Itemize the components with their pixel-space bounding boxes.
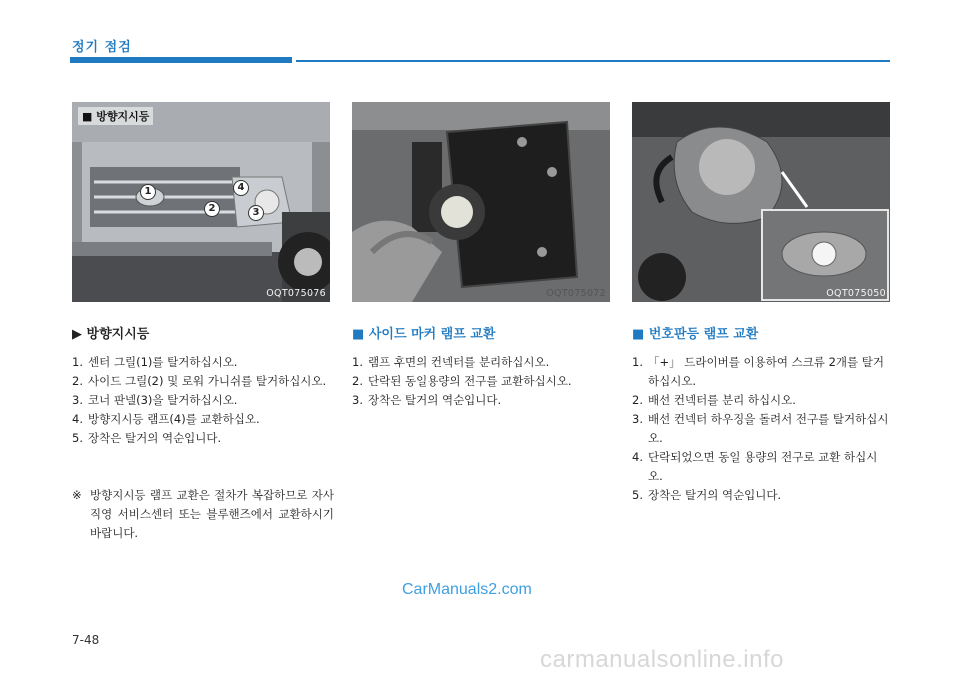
- photo-label: ■ 방향지시등: [78, 107, 153, 125]
- heading-marker: ■: [352, 327, 365, 342]
- side-marker-section: [352, 324, 614, 410]
- step-list: [352, 353, 614, 410]
- callout-3: 3: [248, 205, 264, 221]
- watermark-link[interactable]: CarManuals2.com: [402, 581, 532, 598]
- caution-note: [72, 486, 334, 543]
- truck-front-photo: [72, 102, 330, 302]
- list-item: 2. 사이드 그릴(2) 및 로워 가니쉬를 탈거하십시오.: [72, 374, 327, 389]
- callout-4: 4: [233, 180, 249, 196]
- list-item: 2. 단락된 동일용량의 전구를 교환하십시오.: [352, 374, 572, 389]
- list-item: 3. 코너 판넬(3)을 탈거하십시오.: [72, 393, 238, 408]
- list-item: 5. 장착은 탈거의 역순입니다.: [72, 431, 222, 446]
- section-title: 정기 점검: [72, 40, 132, 55]
- section-heading: ■ 사이드 마커 램프 교환: [352, 327, 496, 342]
- license-lamp-section: [632, 324, 892, 505]
- side-marker-photo: [352, 102, 610, 302]
- section-heading: ▶ 방향지시등: [72, 327, 150, 342]
- callout-2: 2: [204, 201, 220, 217]
- photo-code: OQT075050: [826, 288, 886, 299]
- section-heading: ■ 번호판등 램프 교환: [632, 327, 759, 342]
- list-item: 1. 램프 후면의 컨넥터를 분리하십시오.: [352, 355, 550, 370]
- list-item: 2. 배선 컨넥터를 분리 하십시오.: [632, 393, 796, 408]
- list-item: 4. 방향지시등 램프(4)를 교환하십오.: [72, 412, 260, 427]
- list-item: 3. 장착은 탈거의 역순입니다.: [352, 393, 502, 408]
- watermark-text: carmanualsonline.info: [540, 646, 784, 673]
- photo-code: OQT075072: [546, 288, 606, 299]
- header-rule-thick: [70, 57, 292, 63]
- list-item: 5. 장착은 탈거의 역순입니다.: [632, 488, 782, 503]
- step-list: [72, 353, 334, 448]
- photo-code: OQT075076: [266, 288, 326, 299]
- list-item: 1. 센터 그릴(1)를 탈거하십시오.: [72, 355, 238, 370]
- list-item: 3. 배선 컨넥터 하우징을 돌려서 전구를 탈거하십시오.: [632, 412, 889, 446]
- page-number: 7-48: [72, 633, 100, 647]
- step-list: [632, 353, 892, 505]
- heading-marker: ■: [632, 327, 645, 342]
- callout-1: 1: [140, 184, 156, 200]
- turn-signal-section: [72, 324, 334, 543]
- note-text: 방향지시등 램프 교환은 절차가 복잡하므로 자사 직영 서비스센터 또는 블루핸즈에서 교환하시기 바랍니다.: [90, 488, 334, 541]
- note-mark: ※: [72, 488, 82, 503]
- list-item: 4. 단락되었으면 동일 용량의 전구로 교환 하십시오.: [632, 450, 878, 484]
- header-rule-thin: [296, 60, 890, 62]
- list-item: 1. 「+」 드라이버를 이용하여 스크류 2개를 탈거하십시오.: [632, 355, 884, 389]
- license-lamp-photo: [632, 102, 890, 302]
